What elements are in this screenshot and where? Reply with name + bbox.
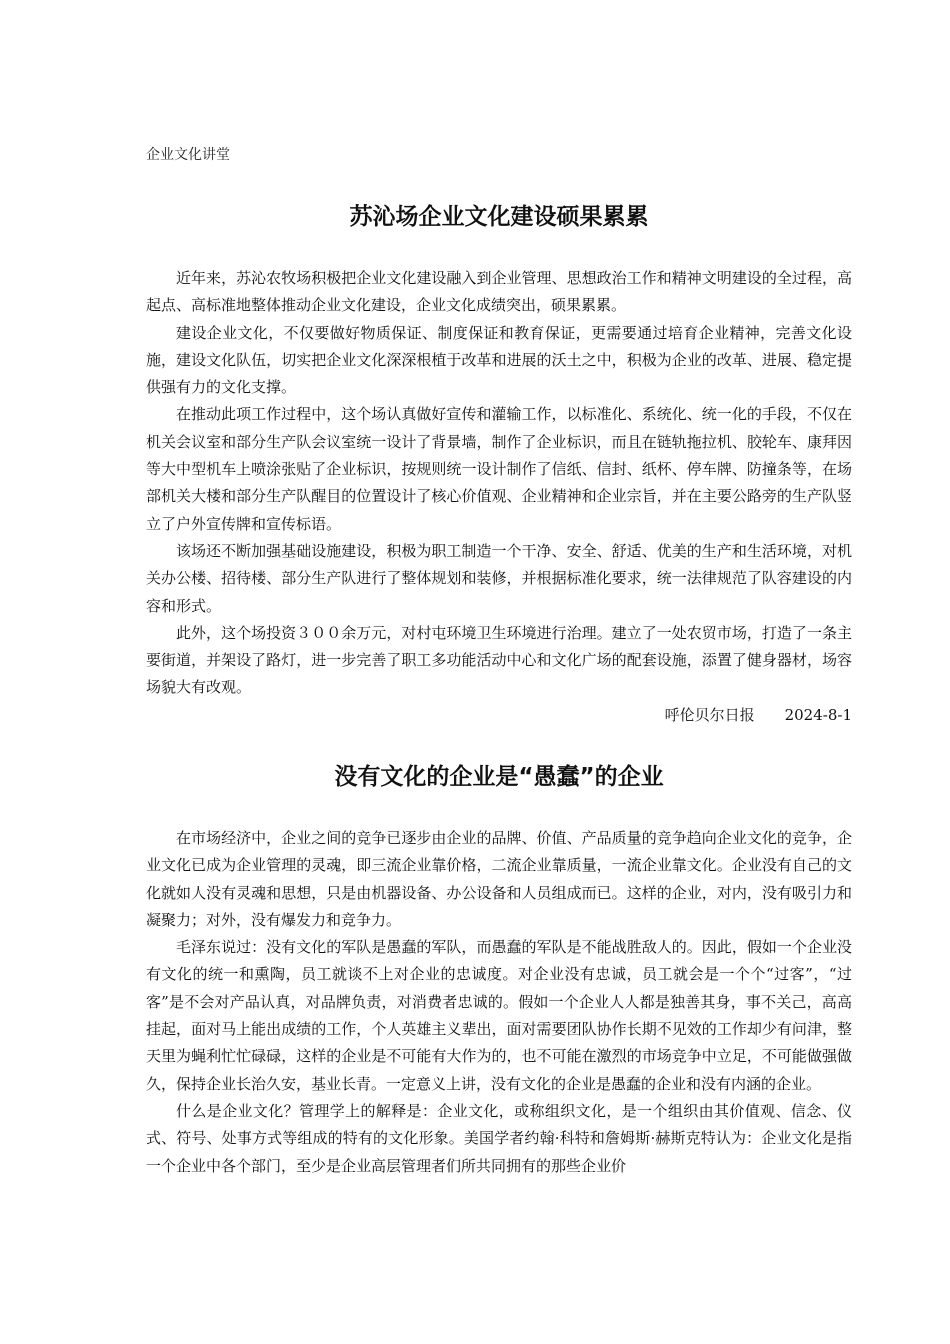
article-1-paragraph: 近年来，苏沁农牧场积极把企业文化建设融入到企业管理、思想政治工作和精神文明建设的全过程，高起点、高标准地整体推动企业文化建设，企业文化成绩突出，硕果累累。: [146, 269, 852, 315]
article-2-body: [146, 825, 852, 1180]
article-1-paragraph: 在推动此项工作过程中，这个场认真做好宣传和灌输工作，以标准化、系统化、统一化的手段，不仅在机关会议室和部分生产队会议室统一设计了背景墙，制作了企业标识，而且在链轨拖拉机、胶轮车、康拜因等大中型机车上喷涂张贴了企业标识，按规则统一设计制作了信纸、信封、纸杯、停车牌、防撞条等，在场部机关大楼和部分生产队醒目的位置设计了核心价值观、企业精神和企业宗旨，并在主要公路旁的生产队竖立了户外宣传牌和宣传标语。: [146, 405, 852, 533]
article-2-paragraph: 毛泽东说过：没有文化的军队是愚蠢的军队，而愚蠢的军队是不能战胜敌人的。因此，假如一个企业没有文化的统一和熏陶，员工就谈不上对企业的忠诚度。对企业没有忠诚，员工就会是一个个“过客”，“过客”是不会对产品认真，对品牌负责，对消费者忠诚的。假如一个企业人人都是独善其身，事不关己，高高挂起，面对马上能出成绩的工作，个人英雄主义辈出，面对需要团队协作长期不见效的工作却少有问津，整天里为蝇利忙忙碌碌，这样的企业是不可能有大作为的，也不可能在激烈的市场竞争中立足，不可能做强做久，保持企业长治久安，基业长青。一定意义上讲，没有文化的企业是愚蠢的企业和没有内涵的企业。: [146, 938, 852, 1093]
article-2-title: 没有文化的企业是“愚蠢”的企业: [334, 764, 664, 790]
article-2-paragraph: 在市场经济中，企业之间的竞争已逐步由企业的品牌、价值、产品质量的竞争趋向企业文化的竞争，企业文化已成为企业管理的灵魂，即三流企业靠价格，二流企业靠质量，一流企业靠文化。企业没有自己的文化就如人没有灵魂和思想，只是由机器设备、办公设备和人员组成而已。这样的企业，对内，没有吸引力和凝聚力；对外，没有爆发力和竞争力。: [146, 829, 852, 929]
article-1-paragraph: 建设企业文化，不仅要做好物质保证、制度保证和教育保证，更需要通过培育企业精神，完善文化设施，建设文化队伍，切实把企业文化深深根植于改革和进展的沃土之中，积极为企业的改革、进展、稳定提供强有力的文化支撑。: [146, 323, 852, 397]
article-1-paragraph: 此外，这个场投资３００余万元，对村屯环境卫生环境进行治理。建立了一处农贸市场，打造了一条主要街道，并架设了路灯，进一步完善了职工多功能活动中心和文化广场的配套设施，添置了健身器材，场容场貌大有改观。: [146, 623, 852, 697]
article-1-source: 呼伦贝尔日报: [664, 705, 755, 724]
article-1-title: 苏沁场企业文化建设硕果累累: [349, 204, 649, 230]
column-label: 企业文化讲堂: [146, 147, 230, 163]
article-1-source-line: [146, 702, 852, 729]
article-1-body: [146, 265, 852, 729]
article-2-paragraph: 什么是企业文化？管理学上的解释是：企业文化，或称组织文化，是一个组织由其价值观、信念、仪式、符号、处事方式等组成的特有的文化形象。美国学者约翰·科特和詹姆斯·赫斯克特认为：企业文化是指一个企业中各个部门，至少是企业高层管理者们所共同拥有的那些企业价: [146, 1101, 852, 1175]
article-1-paragraph: 该场还不断加强基础设施建设，积极为职工制造一个干净、安全、舒适、优美的生产和生活环境，对机关办公楼、招待楼、部分生产队进行了整体规划和装修，并根据标准化要求，统一法律规范了队容建设的内容和形式。: [146, 541, 852, 615]
article-1-date: 2024-8-1: [784, 705, 852, 724]
